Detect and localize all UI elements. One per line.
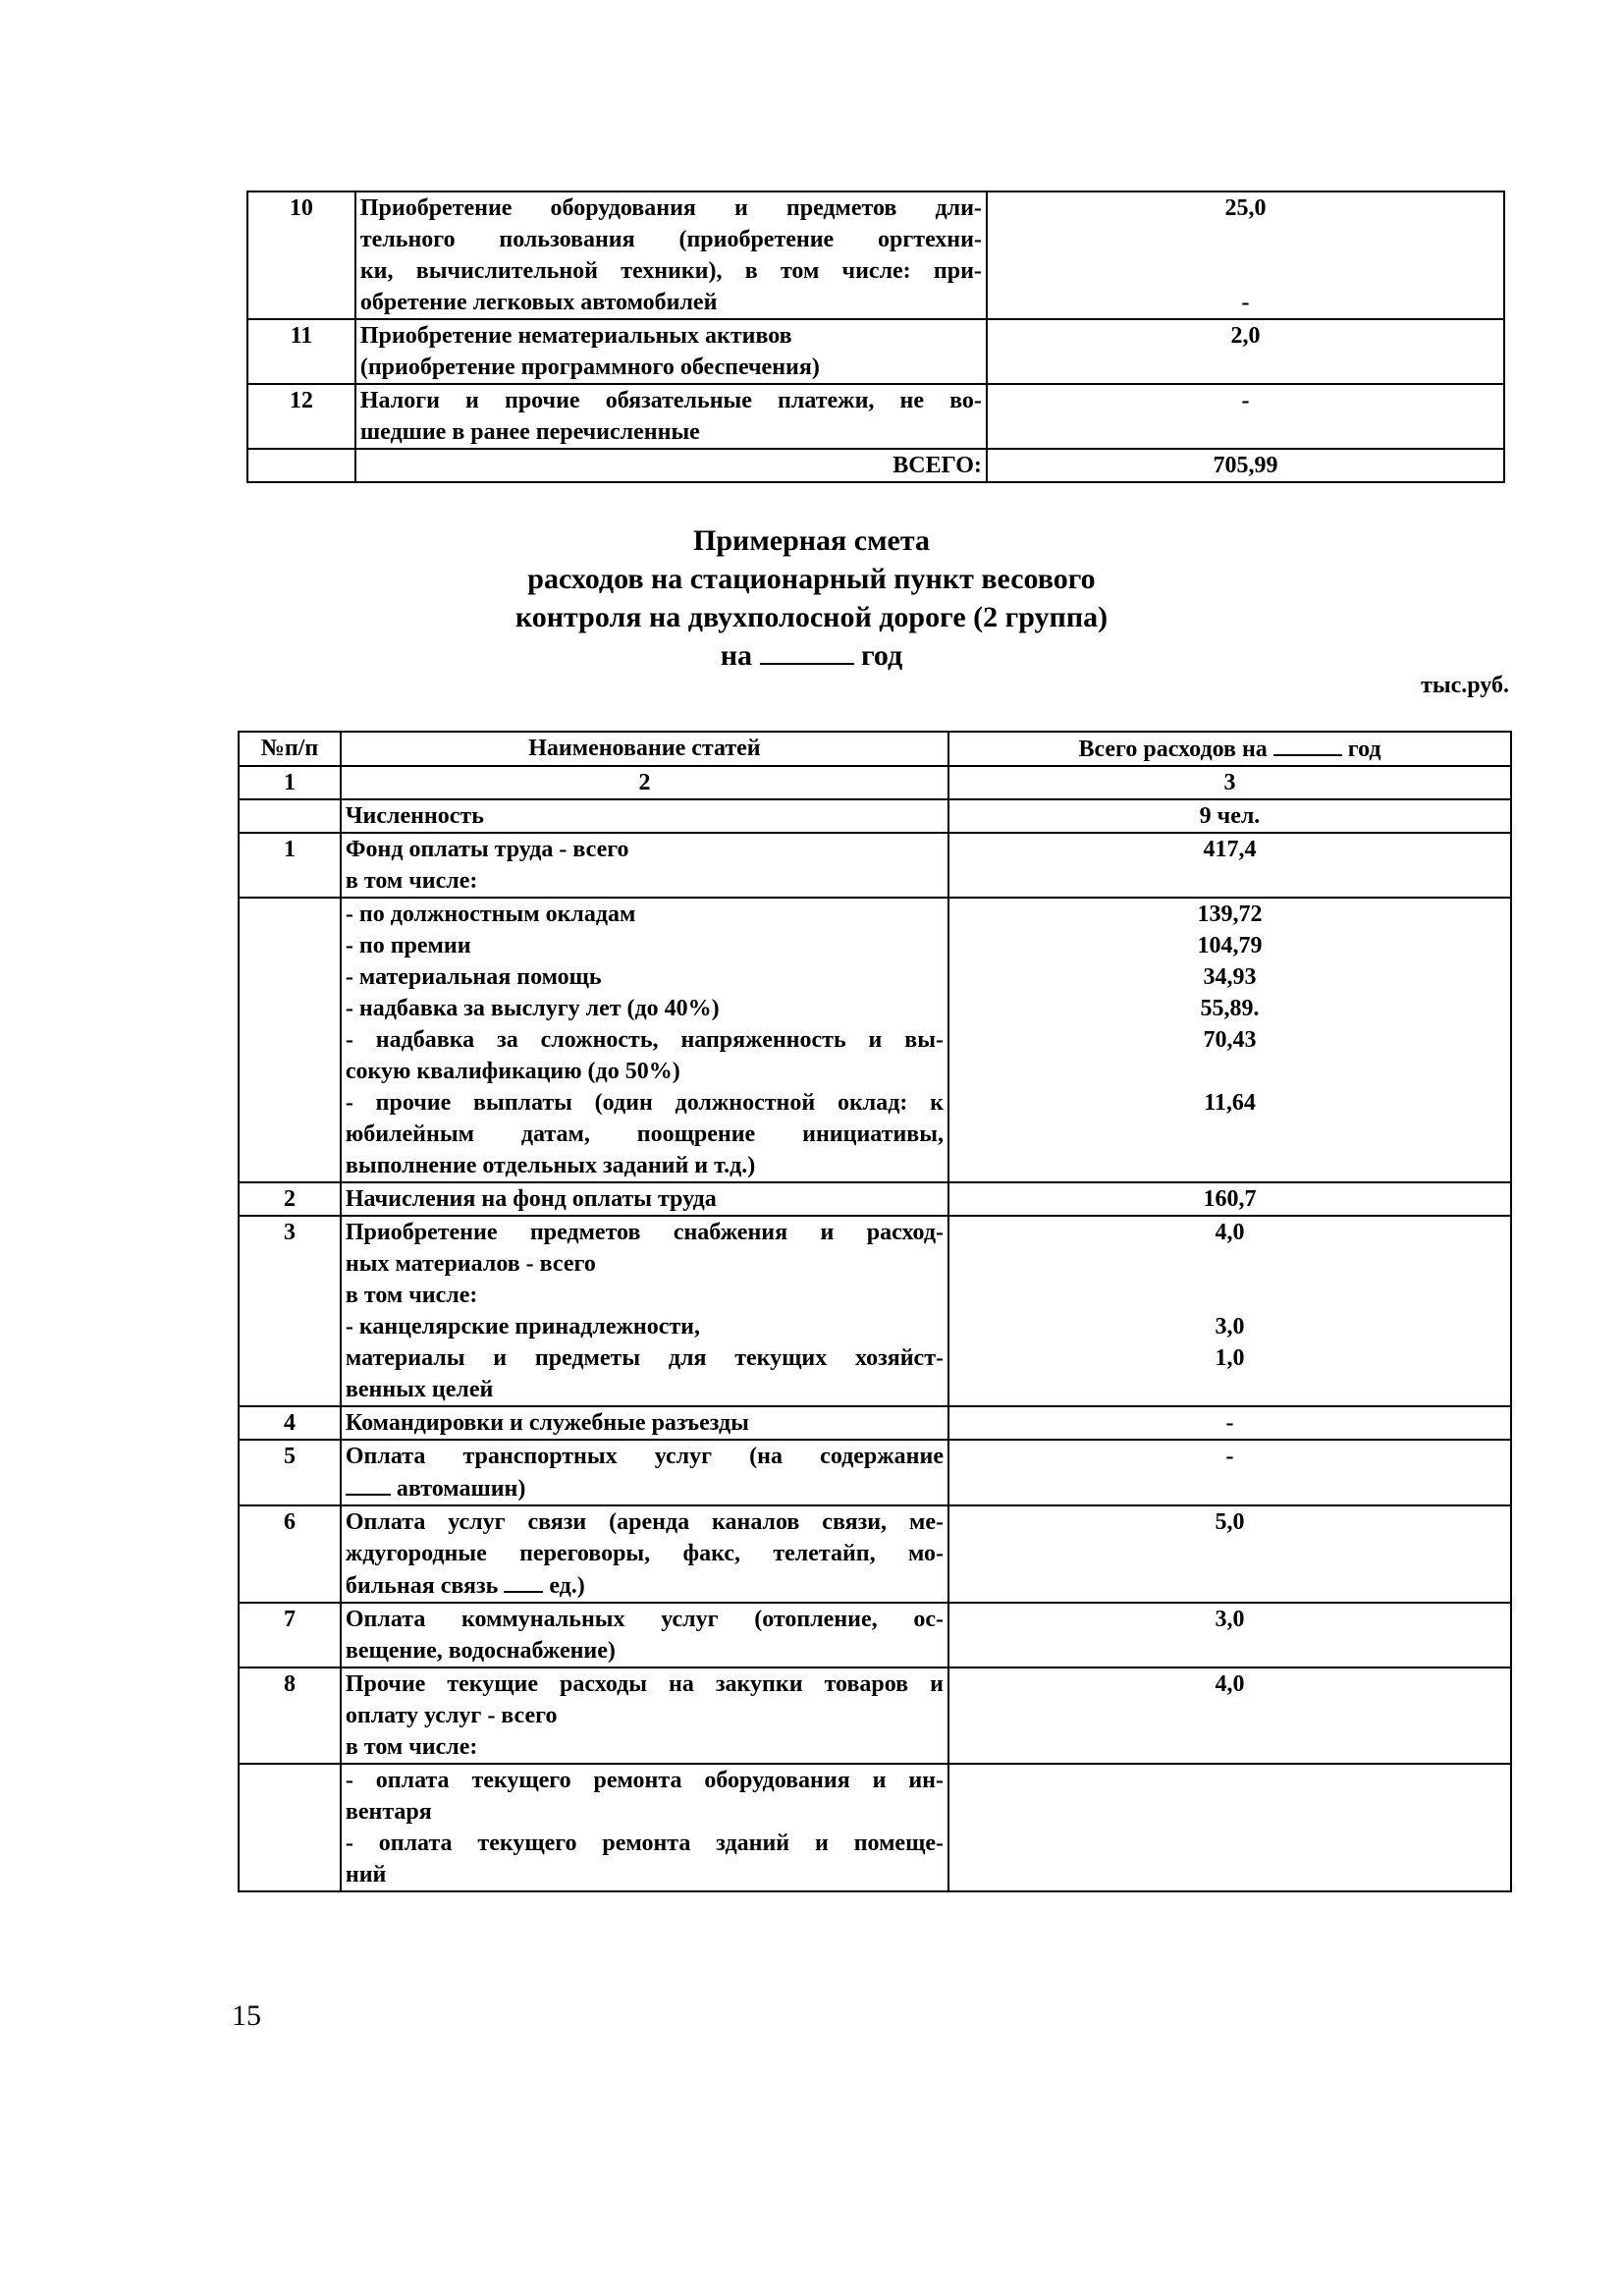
expense-table-continued: [246, 191, 1505, 483]
row-number: 12: [247, 384, 355, 449]
row-description: - по должностным окладам - по премии - материальная помощь - надбавка за выслугу лет (до 40%) - надбавка за сложность, напряженность и вы- сокую квалификацию (до 50%) - прочие выплаты (один должностной оклад: к юбилейным датам, поощрение инициативы, выполнение отдельных заданий и т.д.): [341, 898, 948, 1182]
year-blank: [760, 637, 854, 665]
row-value: 2,0: [987, 319, 1504, 384]
row-description: Оплата коммунальных услуг (отопление, ос- вещение, водоснабжение): [341, 1603, 948, 1667]
row-value: 160,7: [948, 1182, 1511, 1216]
row-description: Численность: [341, 799, 948, 833]
estimate-title: [0, 521, 1623, 675]
row-number: 5: [239, 1440, 341, 1505]
table-row: [239, 1216, 1511, 1406]
total-label: ВСЕГО:: [355, 449, 987, 482]
table-row: [239, 1603, 1511, 1667]
page-number: 15: [232, 1999, 261, 2032]
row-description: - оплата текущего ремонта оборудования и ин- вентаря - оплата текущего ремонта зданий и помеще- ний: [341, 1764, 948, 1891]
table-row: [239, 1764, 1511, 1891]
table-row: [239, 833, 1511, 898]
row-value: 4,0 3,0 1,0: [948, 1216, 1511, 1406]
row-description: Фонд оплаты труда - всего в том числе:: [341, 833, 948, 898]
row-number: 2: [239, 1182, 341, 1216]
row-description: Приобретение предметов снабжения и расход- ных материалов - всего в том числе: - канцелярские принадлежности, материалы и предметы для текущих хозяйст- венных целей: [341, 1216, 948, 1406]
title-line: контроля на двухполосной дороге (2 группа): [514, 601, 1109, 633]
row-number: 1: [239, 833, 341, 898]
table-row: [239, 1440, 1511, 1505]
column-number-row: 1 2 3: [239, 766, 1511, 799]
row-number: 3: [239, 1216, 341, 1406]
table-row: [239, 1505, 1511, 1603]
table-row: [247, 384, 1504, 449]
header-total: Всего расходов на год: [948, 732, 1511, 766]
title-line: расходов на стационарный пункт весового: [527, 563, 1096, 595]
table-row: [247, 191, 1504, 319]
row-description: Прочие текущие расходы на закупки товаров и оплату услуг - всего в том числе:: [341, 1667, 948, 1764]
header-number: №п/п: [239, 732, 341, 766]
title-line: Примерная смета: [693, 524, 930, 557]
row-value: 25,0 -: [987, 191, 1504, 319]
row-description: Приобретение нематериальных активов (приобретение программного обеспечения): [355, 319, 987, 384]
vehicle-count-blank: [346, 1472, 391, 1496]
header-row: [239, 732, 1511, 766]
row-number: 6: [239, 1505, 341, 1603]
total-row: [247, 449, 1504, 482]
row-value: 4,0: [948, 1667, 1511, 1764]
row-number: 4: [239, 1406, 341, 1440]
row-value: 139,72 104,79 34,93 55,89. 70,43 11,64: [948, 898, 1511, 1182]
table-row: [239, 1182, 1511, 1216]
row-number: 8: [239, 1667, 341, 1764]
estimate-table: [238, 731, 1512, 1892]
row-description: Оплата транспортных услуг (на содержание автомашин): [341, 1440, 948, 1505]
table-row: [239, 898, 1511, 1182]
row-value: -: [948, 1406, 1511, 1440]
row-value: 3,0: [948, 1603, 1511, 1667]
total-value: 705,99: [987, 449, 1504, 482]
units-label: тыс.руб.: [1421, 673, 1509, 698]
header-item-name: Наименование статей: [341, 732, 948, 766]
row-number: 10: [247, 191, 355, 319]
mobile-count-blank: [504, 1569, 543, 1593]
table-row: [239, 1406, 1511, 1440]
table-row: [239, 1667, 1511, 1764]
table-row: [239, 799, 1511, 833]
row-description: Командировки и служебные разъезды: [341, 1406, 948, 1440]
row-value: 5,0: [948, 1505, 1511, 1603]
row-number: 7: [239, 1603, 341, 1667]
row-value: 9 чел.: [948, 799, 1511, 833]
row-description: Оплата услуг связи (аренда каналов связи, ме- ждугородные переговоры, факс, телетайп, мо- бильная связь ед.): [341, 1505, 948, 1603]
row-value: -: [948, 1440, 1511, 1505]
title-line: на год: [720, 639, 903, 672]
row-description: Начисления на фонд оплаты труда: [341, 1182, 948, 1216]
table-row: [247, 319, 1504, 384]
row-number: 11: [247, 319, 355, 384]
row-value: 417,4: [948, 833, 1511, 898]
row-description: Налоги и прочие обязательные платежи, не во- шедшие в ранее перечисленные: [355, 384, 987, 449]
year-blank: [1273, 733, 1342, 756]
row-value: -: [987, 384, 1504, 449]
row-description: Приобретение оборудования и предметов дли- тельного пользования (приобретение оргтехни- ки, вычислительной техники), в том числе: при- обретение легковых автомобилей: [355, 191, 987, 319]
